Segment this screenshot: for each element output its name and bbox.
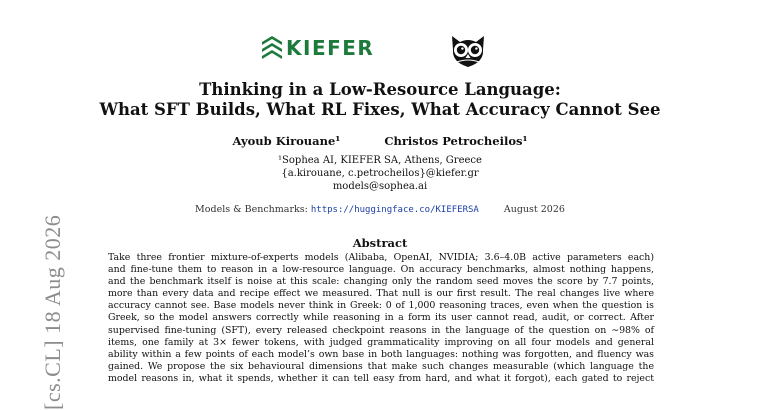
abstract-line: model reasons in, what it spends, whether it can tell easy from hard, and what it forgot), each gated to reject (108, 372, 654, 384)
abstract-line: Take three frontier mixture-of-experts models (Alibaba, OpenAI, NVIDIA; 3.6–4.0B active parameters each) (108, 252, 654, 263)
author-name: Ayoub Kirouane¹ (232, 134, 341, 148)
abstract-line: items, one family at 3× fewer tokens, with judged grammaticality improving on all four models and general (108, 336, 654, 348)
kiefer-logo (262, 36, 374, 60)
abstract-line: ability within a few points of each model’s own base in both languages: nothing was forgotten, and fluency was (108, 348, 654, 360)
publication-date: August 2026 (503, 204, 565, 215)
abstract-body (108, 252, 654, 385)
author-name: Christos Petrocheilos¹ (384, 134, 528, 148)
abstract-line: accuracy cannot see. Base models never think in Greek: 0 of 1,000 reasoning traces, even when the question is (108, 300, 654, 312)
abstract-line: Greek, so the model answers correctly while reasoning in a form its user cannot read, audit, or correct. After (108, 312, 654, 324)
title-line-2: What SFT Builds, What RL Fixes, What Accuracy Cannot See (99, 100, 661, 119)
huggingface-link[interactable]: https://huggingface.co/KIEFERSA (310, 205, 479, 215)
abstract-line: and fine-tune them to reason in a low-resource language. On accuracy benchmarks, almost nothing happens, (108, 264, 654, 276)
affiliation: ¹Sophea AI, KIEFER SA, Athens, Greece (278, 155, 482, 166)
links-label: Models & Benchmarks: (195, 204, 308, 215)
author-emails: {a.kirouane, c.petrocheilos}@kiefer.gr (281, 168, 479, 179)
links-line (0, 204, 760, 215)
paper-title (0, 80, 760, 120)
owl-icon (448, 32, 488, 68)
abstract-line: gained. We propose the six behavioural dimensions that make such changes measurable (which language the (108, 360, 654, 372)
affiliation-block (0, 154, 760, 193)
arxiv-stamp: [cs.CL] 18 Aug 2026 (40, 214, 65, 410)
author-list (0, 134, 760, 148)
title-line-1: Thinking in a Low-Resource Language: (199, 80, 561, 99)
abstract-line: more than every data and recipe effect we measured. That null is our first result. The real changes live where (108, 288, 654, 300)
contact-email: models@sophea.ai (332, 181, 428, 192)
abstract-heading: Abstract (352, 236, 408, 250)
kiefer-chevron-icon (262, 36, 282, 60)
abstract-line: supervised fine-tuning (SFT), every released checkpoint reasons in the language of the question on ∼98% of (108, 324, 654, 336)
abstract-line: and the benchmark itself is noise at this scale: changing only the random seed moves the score by 7.7 points, (108, 276, 654, 288)
logo-row (0, 36, 760, 70)
kiefer-wordmark: KIEFER (286, 36, 375, 60)
